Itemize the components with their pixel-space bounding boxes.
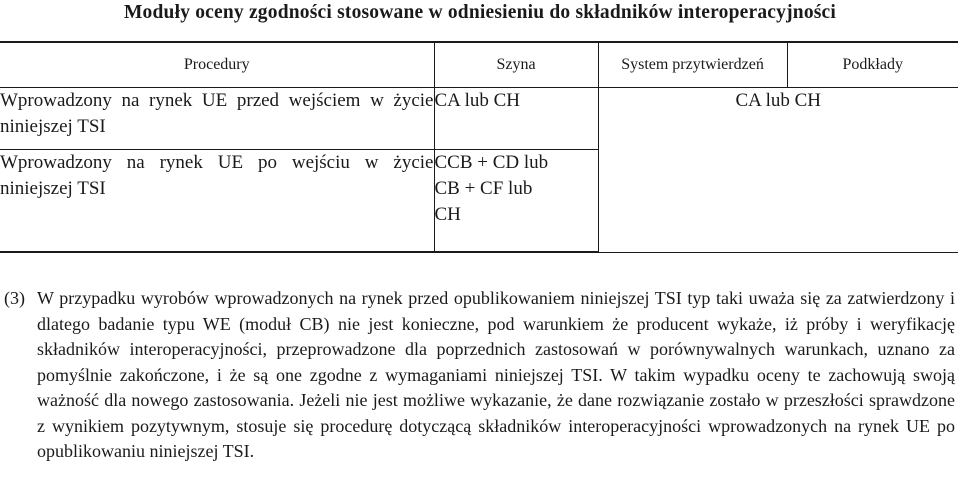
procedure-after-tsi: Wprowadzony na rynek UE po wejściu w życie niniejszej TSI	[0, 150, 434, 253]
footnote-text: W przypadku wyrobów wprowadzonych na rynek przed opublikowaniem niniejszej TSI typ taki uważa się za zatwierdzony i dlatego badanie typu WE (moduł CB) nie jest konieczne, pod warunkiem że producent wykaże, iż próby i weryfikację składników interoperacyjności, przeprowadzone dla poprzednich zastosowań w porównywalnych warunkach, uznano za pomyślnie zakończone, i że są one zgodne z wymaganiami niniejszej TSI. W takim wypadku oceny te zachowują swoją ważność dla nowego zastosowania. Jeżeli nie jest możliwe wykazanie, że dane rozwiązanie zostało w przeszłości sprawdzone z wynikiem pozytywnym, stosuje się procedurę dotyczącą składników interoperacyjności wprowadzonych na rynek UE po opublikowaniu niniejszej TSI.	[37, 288, 955, 461]
szyna-after-line-3: CH	[434, 204, 461, 225]
document-title: Moduły oceny zgodności stosowane w odniesieniu do składników interoperacyjności	[123, 2, 837, 23]
header-system-przytwierdzen: System przytwierdzeń	[598, 42, 787, 88]
conformity-modules-table	[0, 41, 958, 253]
procedure-before-tsi: Wprowadzony na rynek UE przed wejściem w życie niniejszej TSI	[0, 88, 434, 150]
szyna-after-tsi	[434, 150, 598, 253]
header-procedury: Procedury	[0, 42, 434, 88]
szyna-after-line-2: CB + CF lub	[434, 178, 533, 199]
szyna-before-tsi: CA lub CH	[434, 88, 598, 150]
szyna-after-line-1: CCB + CD lub	[434, 152, 549, 173]
table-row	[0, 88, 958, 150]
fastening-sleepers-merged-value: CA lub CH	[598, 88, 958, 253]
footnote-number: (3)	[4, 288, 25, 308]
header-szyna: Szyna	[434, 42, 598, 88]
header-podklady: Podkłady	[787, 42, 958, 88]
table-header-row	[0, 42, 958, 88]
